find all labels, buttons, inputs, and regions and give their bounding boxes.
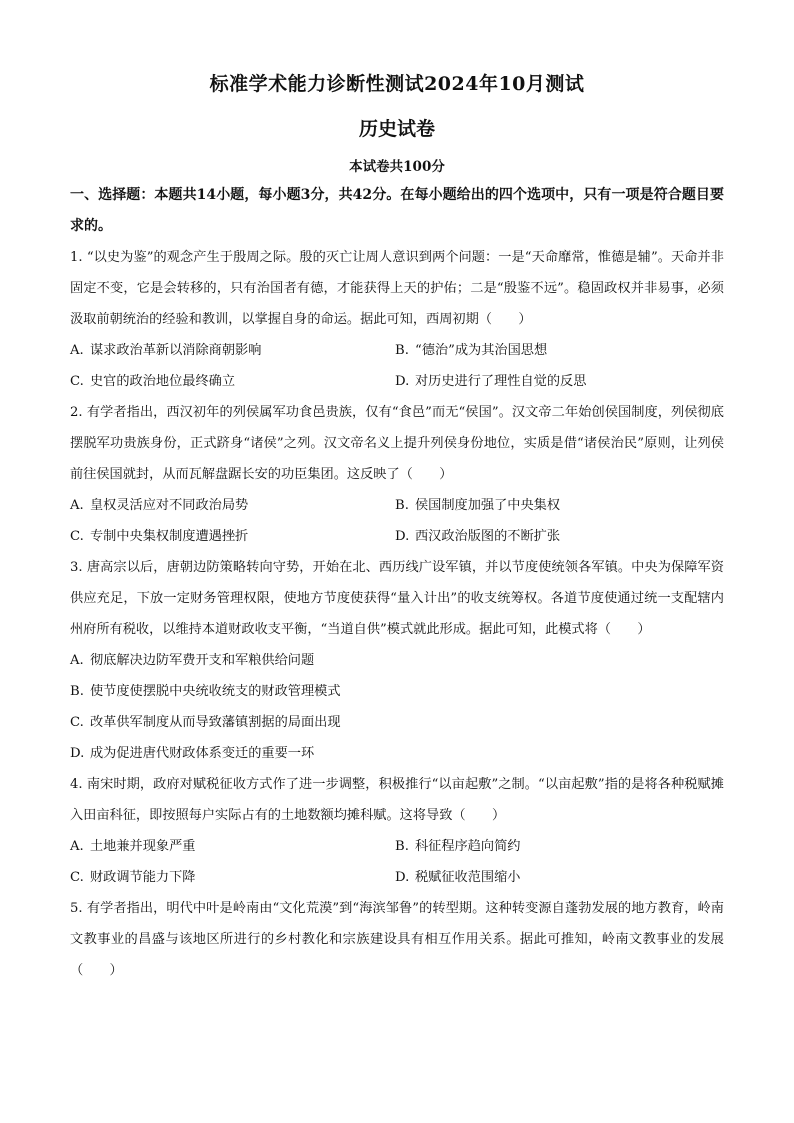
option-label: B. — [395, 343, 409, 358]
option-a — [70, 490, 395, 521]
option-label: A. — [70, 343, 84, 358]
option-label: B. — [395, 498, 409, 513]
question-1 — [70, 242, 724, 397]
option-label: C. — [70, 529, 84, 544]
option-text: 改革供军制度从而导致藩镇割据的局面出现 — [90, 715, 341, 730]
question-stem: 5. 有学者指出，明代中叶是岭南由“文化荒漠”到“海滨邹鲁”的转型期。这种转变源自蓬勃发展的地方教育，岭南文教事业的昌盛与该地区所进行的乡村教化和宗族建设具有相互作用关系。据此可推知，岭南文教事业的发展（ ） — [70, 901, 724, 978]
option-d — [395, 521, 720, 552]
option-text: 成为促进唐代财政体系变迁的重要一环 — [90, 746, 315, 761]
option-b — [395, 490, 720, 521]
option-label: A. — [70, 498, 84, 513]
option-d — [395, 862, 720, 893]
option-list — [70, 831, 724, 893]
option-label: D. — [70, 746, 85, 761]
question-stem: 3. 唐高宗以后，唐朝边防策略转向守势，开始在北、西历线广设军镇，并以节度使统领各军镇。中央为保障军资供应充足，下放一定财务管理权限，使地方节度使获得“量入计出”的收支统筹权。各道节度使通过统一支配辖内州府所有税收，以维持本道财政收支平衡，“当道自供”模式就此形成。据此可知，此模式将（ ） — [70, 560, 724, 637]
option-list — [70, 645, 724, 769]
option-b — [395, 335, 720, 366]
option-b — [395, 831, 720, 862]
option-c — [70, 862, 395, 893]
option-text: 皇权灵活应对不同政治局势 — [90, 498, 249, 513]
option-list — [70, 490, 724, 552]
question-5 — [70, 893, 724, 986]
option-text: 史官的政治地位最终确立 — [90, 374, 236, 389]
option-c — [70, 707, 724, 738]
option-d — [395, 366, 720, 397]
option-a — [70, 831, 395, 862]
option-label: C. — [70, 374, 84, 389]
option-c — [70, 521, 395, 552]
option-label: A. — [70, 653, 84, 668]
option-list — [70, 335, 724, 397]
section-heading: 一、选择题：本题共14小题，每小题3分，共42分。在每小题给出的四个选项中，只有一项是符合题目要求的。 — [70, 187, 724, 234]
option-label: B. — [70, 684, 84, 699]
exam-title: 标准学术能力诊断性测试2024年10月测试 — [209, 73, 585, 95]
question-2 — [70, 397, 724, 552]
question-stem: 2. 有学者指出，西汉初年的列侯属军功食邑贵族，仅有“食邑”而无“侯国”。汉文帝二年始创侯国制度，列侯彻底摆脱军功贵族身份，正式跻身“诸侯”之列。汉文帝名义上提升列侯身份地位，实质是借“诸侯治民”原则，让列侯前往侯国就封，从而瓦解盘踞长安的功臣集团。这反映了（ ） — [70, 405, 724, 482]
question-4 — [70, 769, 724, 893]
option-label: D. — [395, 529, 410, 544]
total-score: 本试卷共100分 — [349, 159, 445, 175]
option-text: 科征程序趋向简约 — [415, 839, 521, 854]
option-a — [70, 645, 724, 676]
option-b — [70, 676, 724, 707]
option-text: 使节度使摆脱中央统收统支的财政管理模式 — [90, 684, 341, 699]
option-label: D. — [395, 870, 410, 885]
exam-page — [70, 64, 724, 986]
exam-subject: 历史试卷 — [358, 118, 435, 140]
option-text: 对历史进行了理性自觉的反思 — [415, 374, 587, 389]
option-label: C. — [70, 715, 84, 730]
option-text: 土地兼并现象严重 — [90, 839, 196, 854]
question-3 — [70, 552, 724, 769]
option-label: A. — [70, 839, 84, 854]
option-text: 专制中央集权制度遭遇挫折 — [90, 529, 249, 544]
option-label: C. — [70, 870, 84, 885]
option-text: “德治”成为其治国思想 — [415, 343, 548, 358]
option-text: 税赋征收范围缩小 — [415, 870, 521, 885]
option-text: 彻底解决边防军费开支和军粮供给问题 — [90, 653, 315, 668]
option-c — [70, 366, 395, 397]
question-stem: 4. 南宋时期，政府对赋税征收方式作了进一步调整，积极推行“以亩起敷”之制。“以亩起敷”指的是将各种税赋摊入田亩科征，即按照每户实际占有的土地数额均摊科赋。这将导致（ ） — [70, 777, 724, 823]
option-a — [70, 335, 395, 366]
option-label: D. — [395, 374, 410, 389]
option-label: B. — [395, 839, 409, 854]
option-text: 谋求政治革新以消除商朝影响 — [90, 343, 262, 358]
option-text: 侯国制度加强了中央集权 — [415, 498, 561, 513]
option-text: 西汉政治版图的不断扩张 — [415, 529, 561, 544]
option-d — [70, 738, 724, 769]
option-text: 财政调节能力下降 — [90, 870, 196, 885]
question-stem: 1. “以史为鉴”的观念产生于殷周之际。殷的灭亡让周人意识到两个问题：一是“天命靡常，惟德是辅”。天命并非固定不变，它是会转移的，只有治国者有德，才能获得上天的护佑；二是“殷鉴不远”。稳固政权并非易事，必须汲取前朝统治的经验和教训，以掌握自身的命运。据此可知，西周初期（ ） — [70, 250, 724, 327]
